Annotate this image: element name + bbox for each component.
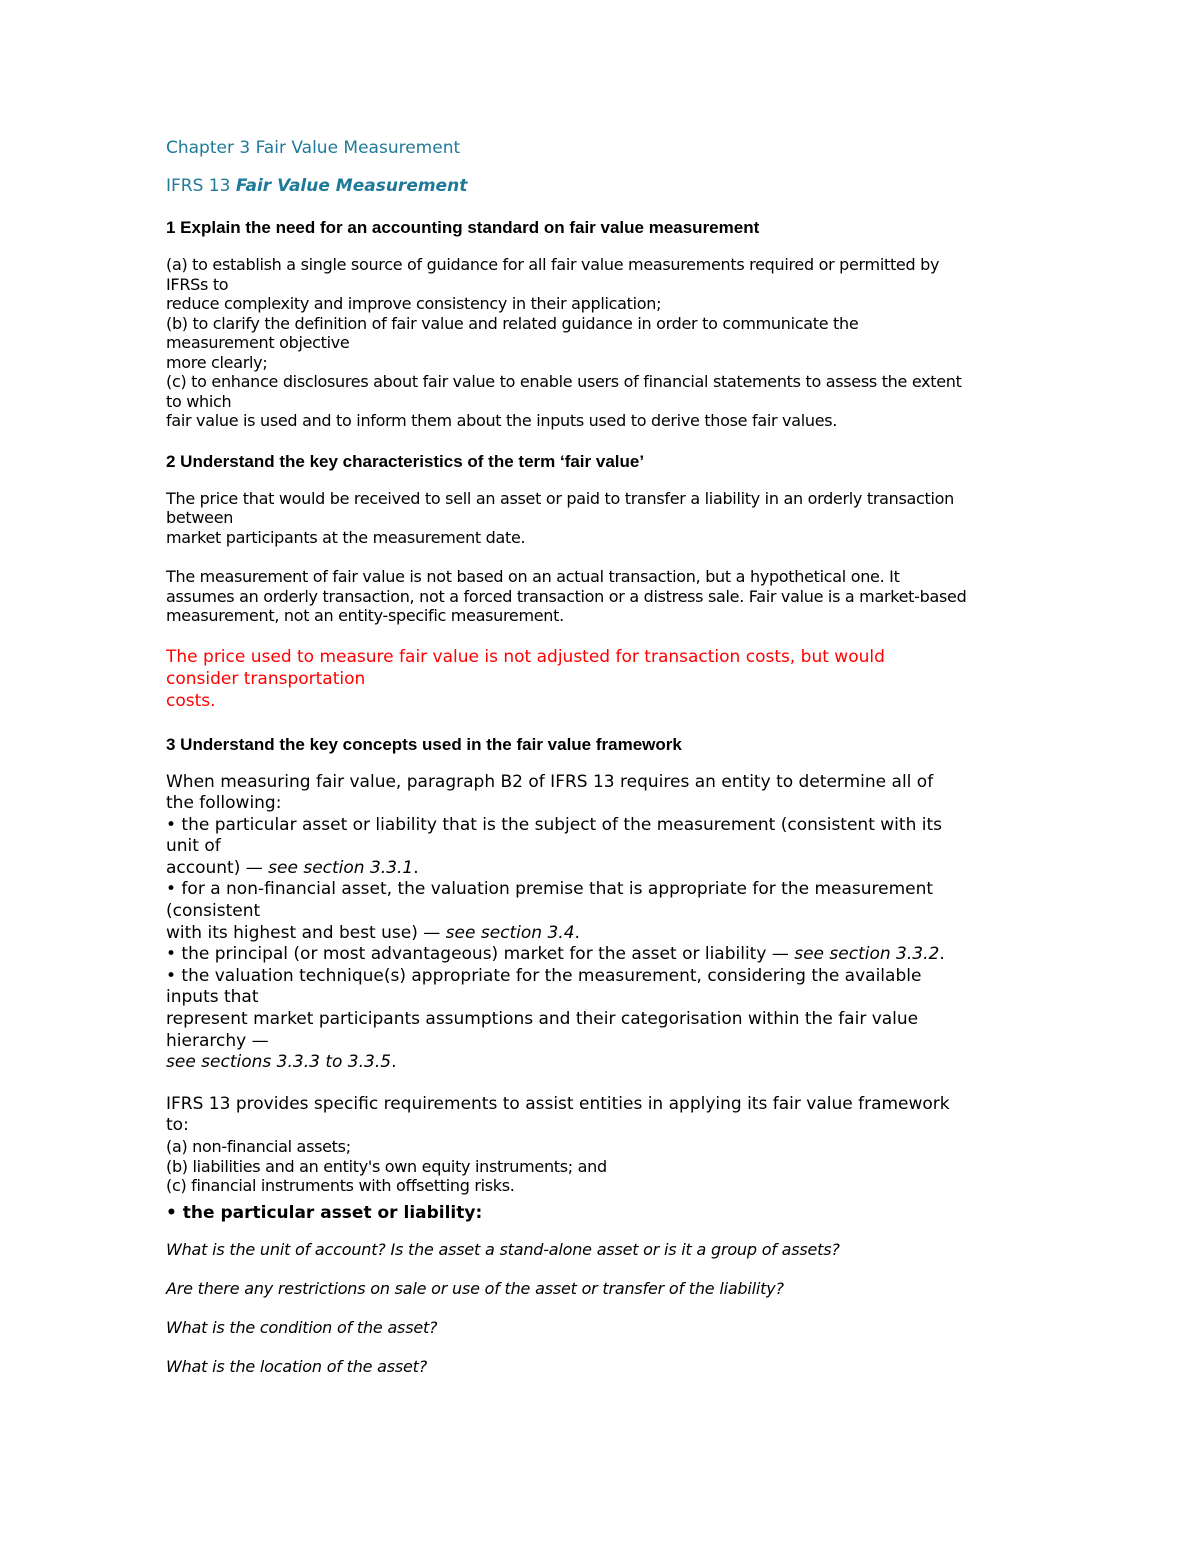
fair-value-definition [166,489,1046,548]
text-line: (c) to enhance disclosures about fair value to enable users of financial statements to assess the extent [166,372,962,391]
list-item: • for a non-financial asset, the valuation premise that is appropriate for the measurement [166,879,934,900]
text-line: consider transportation [166,668,366,689]
text-line: measurement objective [166,333,350,352]
text-line: IFRS 13 provides specific requirements to assist entities in applying its fair value framework [166,1093,950,1114]
specific-requirements-list [166,1137,1046,1196]
text-line: measurement, not an entity-specific measurement. [166,606,564,625]
text-line: to: [166,1115,189,1136]
text-line: The measurement of fair value is not based on an actual transaction, but a hypothetical one. It [166,567,900,586]
text-line: unit of [166,836,221,857]
text-line: more clearly; [166,352,268,372]
chapter-title: Chapter 3 Fair Value Measurement [166,138,461,158]
text-line: hierarchy — [166,1030,269,1051]
text-line: see sections 3.3.3 to 3.3.5. [166,1052,397,1073]
text-line: (a) to establish a single source of guidance for all fair value measurements required or permitted by [166,255,940,274]
list-item: • the principal (or most advantageous) market for the asset or liability — see section 3.3.2. [166,944,945,965]
text-line: market participants at the measurement date. [166,527,526,547]
text-line: between [166,508,234,527]
text-line: reduce complexity and improve consistency in their application; [166,294,662,313]
question: What is the location of the asset? [166,1356,428,1376]
question: What is the unit of account? Is the asset a stand-alone asset or is it a group of assets? [166,1239,840,1259]
text-line: assumes an orderly transaction, not a forced transaction or a distress sale. Fair value is a market-based [166,586,967,606]
section-reference: see section 3.3.1 [268,857,414,878]
text-line: the following: [166,793,282,814]
question: Are there any restrictions on sale or use of the asset or transfer of the liability? [166,1278,784,1298]
text-line: with its highest and best use) — see section 3.4. [166,922,580,943]
list-item: • the valuation technique(s) appropriate for the measurement, considering the available [166,965,922,986]
section-2-heading: 2 Understand the key characteristics of the term ‘fair value’ [166,451,645,471]
question: What is the condition of the asset? [166,1317,438,1337]
text-line: When measuring fair value, paragraph B2 of IFRS 13 requires an entity to determine all of [166,771,934,792]
list-item: • the particular asset or liability that is the subject of the measurement (consistent with its [166,814,942,835]
section-reference: see sections 3.3.3 to 3.3.5 [166,1052,392,1073]
text-line: IFRSs to [166,274,229,294]
text-line: to which [166,391,232,411]
standard-name: Fair Value Measurement [235,176,468,196]
text-line: The price used to measure fair value is not adjusted for transaction costs, but would [166,646,885,667]
text-line: (consistent [166,901,261,922]
section-1-heading: 1 Explain the need for an accounting standard on fair value measurement [166,218,760,237]
list-item: (c) financial instruments with offsetting risks. [166,1176,515,1195]
section-3-heading: 3 Understand the key concepts used in the fair value framework [166,734,682,754]
specific-requirements-intro [166,1094,1046,1137]
section-reference: see section 3.3.2 [794,944,940,965]
text-line: represent market participants assumptions and their categorisation within the fair value [166,1009,919,1030]
transaction-costs-note [166,646,1046,712]
list-item: (b) liabilities and an entity's own equity instruments; and [166,1156,607,1176]
list-item: (a) non-financial assets; [166,1137,351,1156]
text-line: (b) to clarify the definition of fair value and related guidance in order to communicate the [166,313,859,333]
document-body [166,136,1046,1395]
hypothetical-transaction-paragraph [166,567,1046,626]
text-line: costs. [166,690,216,711]
text-line: account) — see section 3.3.1. [166,857,419,878]
text-line: fair value is used and to inform them about the inputs used to derive those fair values. [166,411,838,430]
standard-title: IFRS 13 Fair Value Measurement [166,176,468,196]
section-reference: see section 3.4 [445,922,575,943]
particular-asset-heading: • the particular asset or liability: [166,1202,483,1223]
section-1-body [166,255,1046,431]
b2-requirements [166,772,1046,1074]
text-line: The price that would be received to sell an asset or paid to transfer a liability in an orderly transaction [166,488,954,508]
text-line: inputs that [166,987,259,1008]
